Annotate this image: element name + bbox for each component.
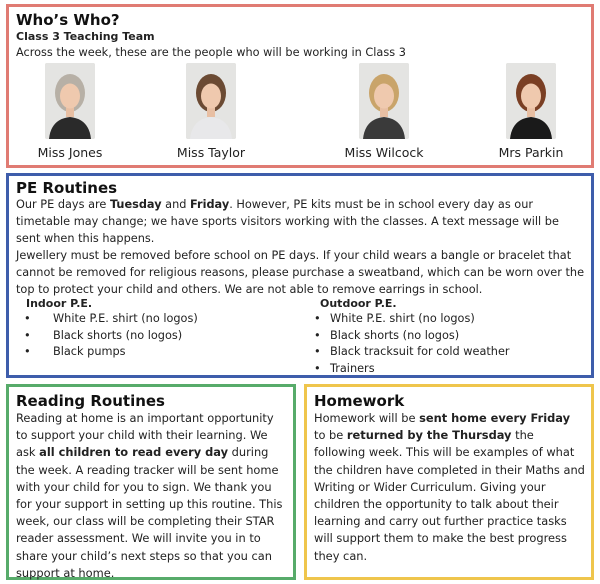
list-item: • Trainers — [314, 361, 375, 375]
list-item: • White P.E. shirt (no logos) — [314, 312, 475, 325]
homework-title: Homework — [314, 392, 405, 410]
staff-member — [476, 63, 586, 161]
portrait-face — [201, 84, 221, 109]
whos-who-title: Who’s Who? — [16, 11, 120, 29]
list-item: • Black shorts (no logos) — [24, 328, 183, 342]
portrait-face — [521, 84, 541, 109]
whos-who-section — [6, 4, 594, 168]
reading-paragraph: Reading at home is an important opportunity to support your child with their learning. We ask all children to read every day during the week. A reading tracker will be sent home with your child for you to sign. We thank you for your support in setting up this routine. This week, our class will be completing their STAR reader assessment. We will invite you in to share your child’s next steps so that you can support at home. — [16, 411, 283, 580]
staff-name: Miss Jones — [37, 145, 103, 160]
indoor-pe-list — [19, 296, 299, 361]
indoor-pe-title: Indoor P.E. — [26, 297, 93, 310]
portrait-face — [60, 84, 80, 109]
staff-name: Miss Taylor — [176, 145, 246, 160]
whos-who-intro: Across the week, these are the people who will be working in Class 3 — [16, 46, 406, 59]
list-item: • Black shorts (no logos) — [314, 328, 460, 342]
portrait-face — [374, 84, 394, 109]
jewellery-paragraph: Jewellery must be removed before school on PE days. If your child wears a bangle or bracelet that cannot be removed for religious reasons, please purchase a sweatband, which can be worn over the top to protect your child and others. We are not able to remove earrings in school. — [16, 248, 585, 296]
outdoor-pe-title: Outdoor P.E. — [320, 297, 397, 310]
staff-list — [9, 63, 591, 165]
staff-name: Mrs Parkin — [498, 145, 564, 160]
whos-who-subtitle: Class 3 Teaching Team — [16, 30, 155, 43]
staff-photo — [45, 63, 95, 139]
staff-member — [156, 63, 266, 161]
staff-name: Miss Wilcock — [344, 145, 424, 160]
homework-sent-friday: sent home every Friday — [419, 411, 571, 425]
homework-section — [304, 384, 594, 580]
staff-photo — [359, 63, 409, 139]
staff-member — [15, 63, 125, 161]
pe-routines-section — [6, 173, 594, 378]
staff-photo — [506, 63, 556, 139]
outdoor-pe-list — [314, 296, 584, 377]
list-item: • Black pumps — [24, 345, 126, 359]
reading-routines-section — [6, 384, 296, 580]
list-item: • Black tracksuit for cold weather — [314, 345, 510, 359]
reading-emphasis: all children to read every day — [39, 445, 229, 460]
homework-paragraph: Homework will be sent home every Friday to be returned by the Thursday the following week. This will be examples of what the children have completed in their Maths and Writing or Wider Curriculum. Giving your children the opportunity to talk about their learning and carry out further practice tasks will support them to make the best progress they can. — [314, 411, 585, 563]
homework-returned-thursday: returned by the Thursday — [346, 428, 512, 443]
reading-title: Reading Routines — [16, 392, 165, 410]
staff-photo — [186, 63, 236, 139]
pe-day-friday: Friday — [190, 198, 230, 211]
list-item: • White P.E. shirt (no logos) — [24, 312, 198, 325]
pe-day-tuesday: Tuesday — [109, 198, 162, 211]
pe-days-paragraph: Our PE days are Tuesday and Friday. However, PE kits must be in school every day as our timetable may change; we have sports visitors working with the classes. A text message will be sent when this happens. — [16, 198, 559, 245]
pe-title: PE Routines — [16, 179, 118, 197]
staff-member — [329, 63, 439, 161]
